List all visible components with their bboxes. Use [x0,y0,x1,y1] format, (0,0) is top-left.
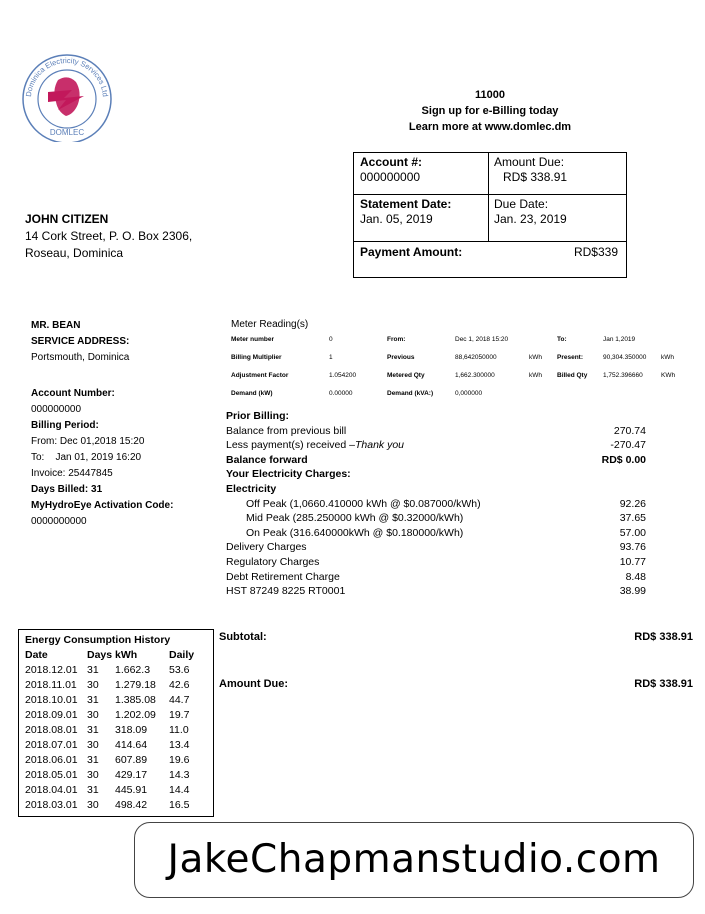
meter-cell: kWh [529,353,542,361]
billing-period-label: Billing Period: [31,420,99,431]
history-row [25,662,209,677]
meter-cell: 1,752.396660 [603,371,643,379]
meter-cell: 88,642050000 [455,353,497,361]
history-row [25,677,209,692]
billing-line [226,438,656,453]
watermark-stamp: JakeChapmanstudio.com [134,822,694,898]
promo-line-1: Sign up for e-Billing today [421,105,559,117]
history-header: Days [87,648,113,661]
meter-cell: Billing Multiplier [231,353,282,361]
meter-cell: Dec 1, 2018 15:20 [455,335,509,343]
history-cell: 414.64 [115,738,148,751]
billing-line [226,570,656,585]
total-amount-due-label: Amount Due: [219,678,289,690]
history-cell: 1.279.18 [115,678,156,691]
history-cell: 1.385.08 [115,693,156,706]
history-cell: 2018.09.01 [25,708,78,721]
billing-line [226,584,656,599]
history-row [25,707,209,722]
meter-cell: 1,662.300000 [455,371,495,379]
history-cell: 31 [87,723,99,736]
billing-period-to: To: Jan 01, 2019 16:20 [31,452,142,463]
meter-cell: Billed Qty [557,371,588,379]
billing-line-amount: 57.00 [619,526,646,539]
logo-ring-text: Dominica Electricity Services Ltd [24,55,110,98]
amount-due-label: Amount Due: [494,155,565,169]
billing-line-label: On Peak (316.640000kWh @ $0.180000/kWh) [246,526,464,539]
meter-cell: Metered Qty [387,371,425,379]
history-cell: 2018.03.01 [25,798,78,811]
payment-amount-value: RD$339 [573,245,618,259]
billing-period-from: From: Dec 01,2018 15:20 [31,436,145,447]
customer-name: JOHN CITIZEN [25,212,109,226]
account-number-value: 000000000 [360,170,421,184]
billing-line-amount: 38.99 [619,585,646,598]
history-cell: 2018.04.01 [25,783,78,796]
history-cell: 13.4 [169,738,190,751]
meter-cell: KWh [661,371,676,379]
billing-line [226,482,656,497]
service-info [31,318,173,530]
history-cell: 53.6 [169,663,190,676]
history-cell: 1.662.3 [115,663,151,676]
billing-line-label: Mid Peak (285.250000 kWh @ $0.32000/kWh) [246,512,464,525]
billing-line-note: Thank you [354,439,405,452]
meter-cell: kWh [661,353,674,361]
history-cell: 14.4 [169,783,190,796]
history-cell: 42.6 [169,678,190,691]
billing-line-label: Regulatory Charges [226,555,320,568]
meter-cell [661,384,677,402]
meter-cell [529,330,557,348]
billing-line-amount: RD$ 0.00 [601,453,646,466]
billing-line-amount: 37.65 [619,512,646,525]
history-cell: 2018.06.01 [25,753,78,766]
days-billed: Days Billed: 31 [31,484,103,495]
billing-line [226,526,656,541]
subtotal-label: Subtotal: [219,631,267,643]
meter-cell: Demand (kVA:) [387,389,434,397]
billing-details [226,409,656,599]
history-cell: 607.89 [115,753,148,766]
history-row [25,692,209,707]
ebilling-promo [380,87,600,135]
promo-code: 11000 [475,89,505,101]
billing-line-label: Less payment(s) received – [226,439,355,452]
account-summary-box [353,152,627,278]
meter-readings-table [231,330,677,402]
service-address-label: SERVICE ADDRESS: [31,336,130,347]
meter-cell: 1.054200 [329,371,357,379]
meter-cell: Adjustment Factor [231,371,289,379]
account-number-label: Account #: [360,155,423,169]
history-cell: 2018.08.01 [25,723,78,736]
meter-readings-title: Meter Reading(s) [231,319,309,330]
billing-line [226,540,656,555]
history-cell: 11.0 [169,723,189,736]
history-cell: 2018.11.01 [25,678,77,691]
account-number-2: 000000000 [31,404,82,415]
customer-address-line-1: 14 Cork Street, P. O. Box 2306, [25,229,193,243]
service-address: Portsmouth, Dominica [31,352,130,363]
history-cell: 31 [87,663,99,676]
history-title: Energy Consumption History [25,633,171,646]
hydroeye-code: 0000000000 [31,516,87,527]
billing-line [226,467,656,482]
meter-cell: 1 [329,353,333,361]
history-cell: 30 [87,678,99,691]
meter-row [231,330,677,348]
customer-address [25,211,192,262]
history-cell: 2018.12.01 [25,663,78,676]
history-row [25,722,209,737]
amount-due-value: RD$ 338.91 [503,170,568,184]
billing-line-label: Off Peak (1,0660.410000 kWh @ $0.087000/kWh) [246,497,481,510]
service-name: MR. BEAN [31,320,81,331]
history-cell: 14.3 [169,768,190,781]
invoice-number: Invoice: 25447845 [31,468,113,479]
history-header: Date [25,648,48,661]
logo-name: DOMLEC [49,128,85,137]
meter-cell: 0.00000 [329,389,353,397]
meter-cell: 0 [329,335,333,343]
billing-line-amount: 10.77 [619,555,646,568]
divider [354,241,626,242]
meter-cell: From: [387,335,406,343]
history-cell: 498.42 [115,798,148,811]
history-row [25,797,209,812]
history-cell: 429.17 [115,768,148,781]
meter-cell: 90,304.350000 [603,353,647,361]
customer-address-line-2: Roseau, Dominica [25,246,124,260]
total-amount-due-value: RD$ 338.91 [634,678,693,690]
divider [488,153,489,241]
history-cell: 30 [87,768,99,781]
hydroeye-label: MyHydroEye Activation Code: [31,500,174,511]
history-cell: 31 [87,753,99,766]
billing-line-amount: -270.47 [610,439,646,452]
meter-cell: To: [557,335,567,343]
subtotal-value: RD$ 338.91 [634,631,693,643]
history-row [25,782,209,797]
statement-date-label: Statement Date: [360,197,452,211]
billing-line-label: Electricity [226,482,277,495]
meter-cell [529,384,557,402]
meter-cell: Meter number [231,335,274,343]
history-row [25,752,209,767]
history-cell: 31 [87,693,99,706]
history-cell: 2018.07.01 [25,738,78,751]
billing-line-label: Balance from previous bill [226,424,347,437]
domlec-logo [18,52,116,142]
meter-cell: Previous [387,353,415,361]
billing-line-amount: 8.48 [625,570,646,583]
history-cell: 2018.10.01 [25,693,78,706]
history-cell: 2018.05.01 [25,768,78,781]
meter-row [231,384,677,402]
billing-line-label: Balance forward [226,453,308,466]
meter-cell [603,384,661,402]
meter-cell: Present: [557,353,584,361]
billing-line [226,424,656,439]
history-cell: 16.5 [169,798,190,811]
meter-cell [661,330,677,348]
due-date-label: Due Date: [494,197,549,211]
history-row [25,767,209,782]
meter-cell: 0,000000 [455,389,483,397]
promo-line-2: Learn more at www.domlec.dm [408,121,572,133]
billing-line [226,497,656,512]
history-cell: 1.202.09 [115,708,156,721]
payment-amount-label: Payment Amount: [360,245,463,259]
logo-graphic [18,52,116,142]
divider [354,194,626,195]
billing-line-label: HST 87249 8225 RT0001 [226,585,346,598]
account-number-label-2: Account Number: [31,388,115,399]
history-header: Daily [169,648,195,661]
billing-line-amount: 92.26 [619,497,646,510]
history-cell: 19.7 [169,708,190,721]
history-cell: 318.09 [115,723,148,736]
meter-cell: kWh [529,371,542,379]
history-cell: 44.7 [169,693,190,706]
meter-cell [557,384,603,402]
meter-cell: Demand (kW) [231,389,273,397]
meter-row [231,348,677,366]
billing-line-amount: 270.74 [613,424,646,437]
history-cell: 445.91 [115,783,148,796]
history-cell: 19.6 [169,753,190,766]
meter-row [231,366,677,384]
billing-line [226,453,656,468]
due-date-value: Jan. 23, 2019 [494,212,567,226]
history-cell: 30 [87,708,99,721]
billing-line-label: Delivery Charges [226,541,307,554]
billing-line [226,511,656,526]
history-row [25,737,209,752]
energy-consumption-history [18,629,214,817]
billing-line-label: Your Electricity Charges: [226,468,351,481]
billing-line-label: Debt Retirement Charge [226,570,340,583]
history-cell: 31 [87,783,99,796]
billing-line-amount: 93.76 [619,541,646,554]
statement-date-value: Jan. 05, 2019 [360,212,433,226]
history-cell: 30 [87,798,99,811]
history-cell: 30 [87,738,99,751]
billing-line [226,555,656,570]
history-header: kWh [115,648,138,661]
prior-billing-label: Prior Billing: [226,410,289,422]
meter-cell: Jan 1,2019 [603,335,636,343]
